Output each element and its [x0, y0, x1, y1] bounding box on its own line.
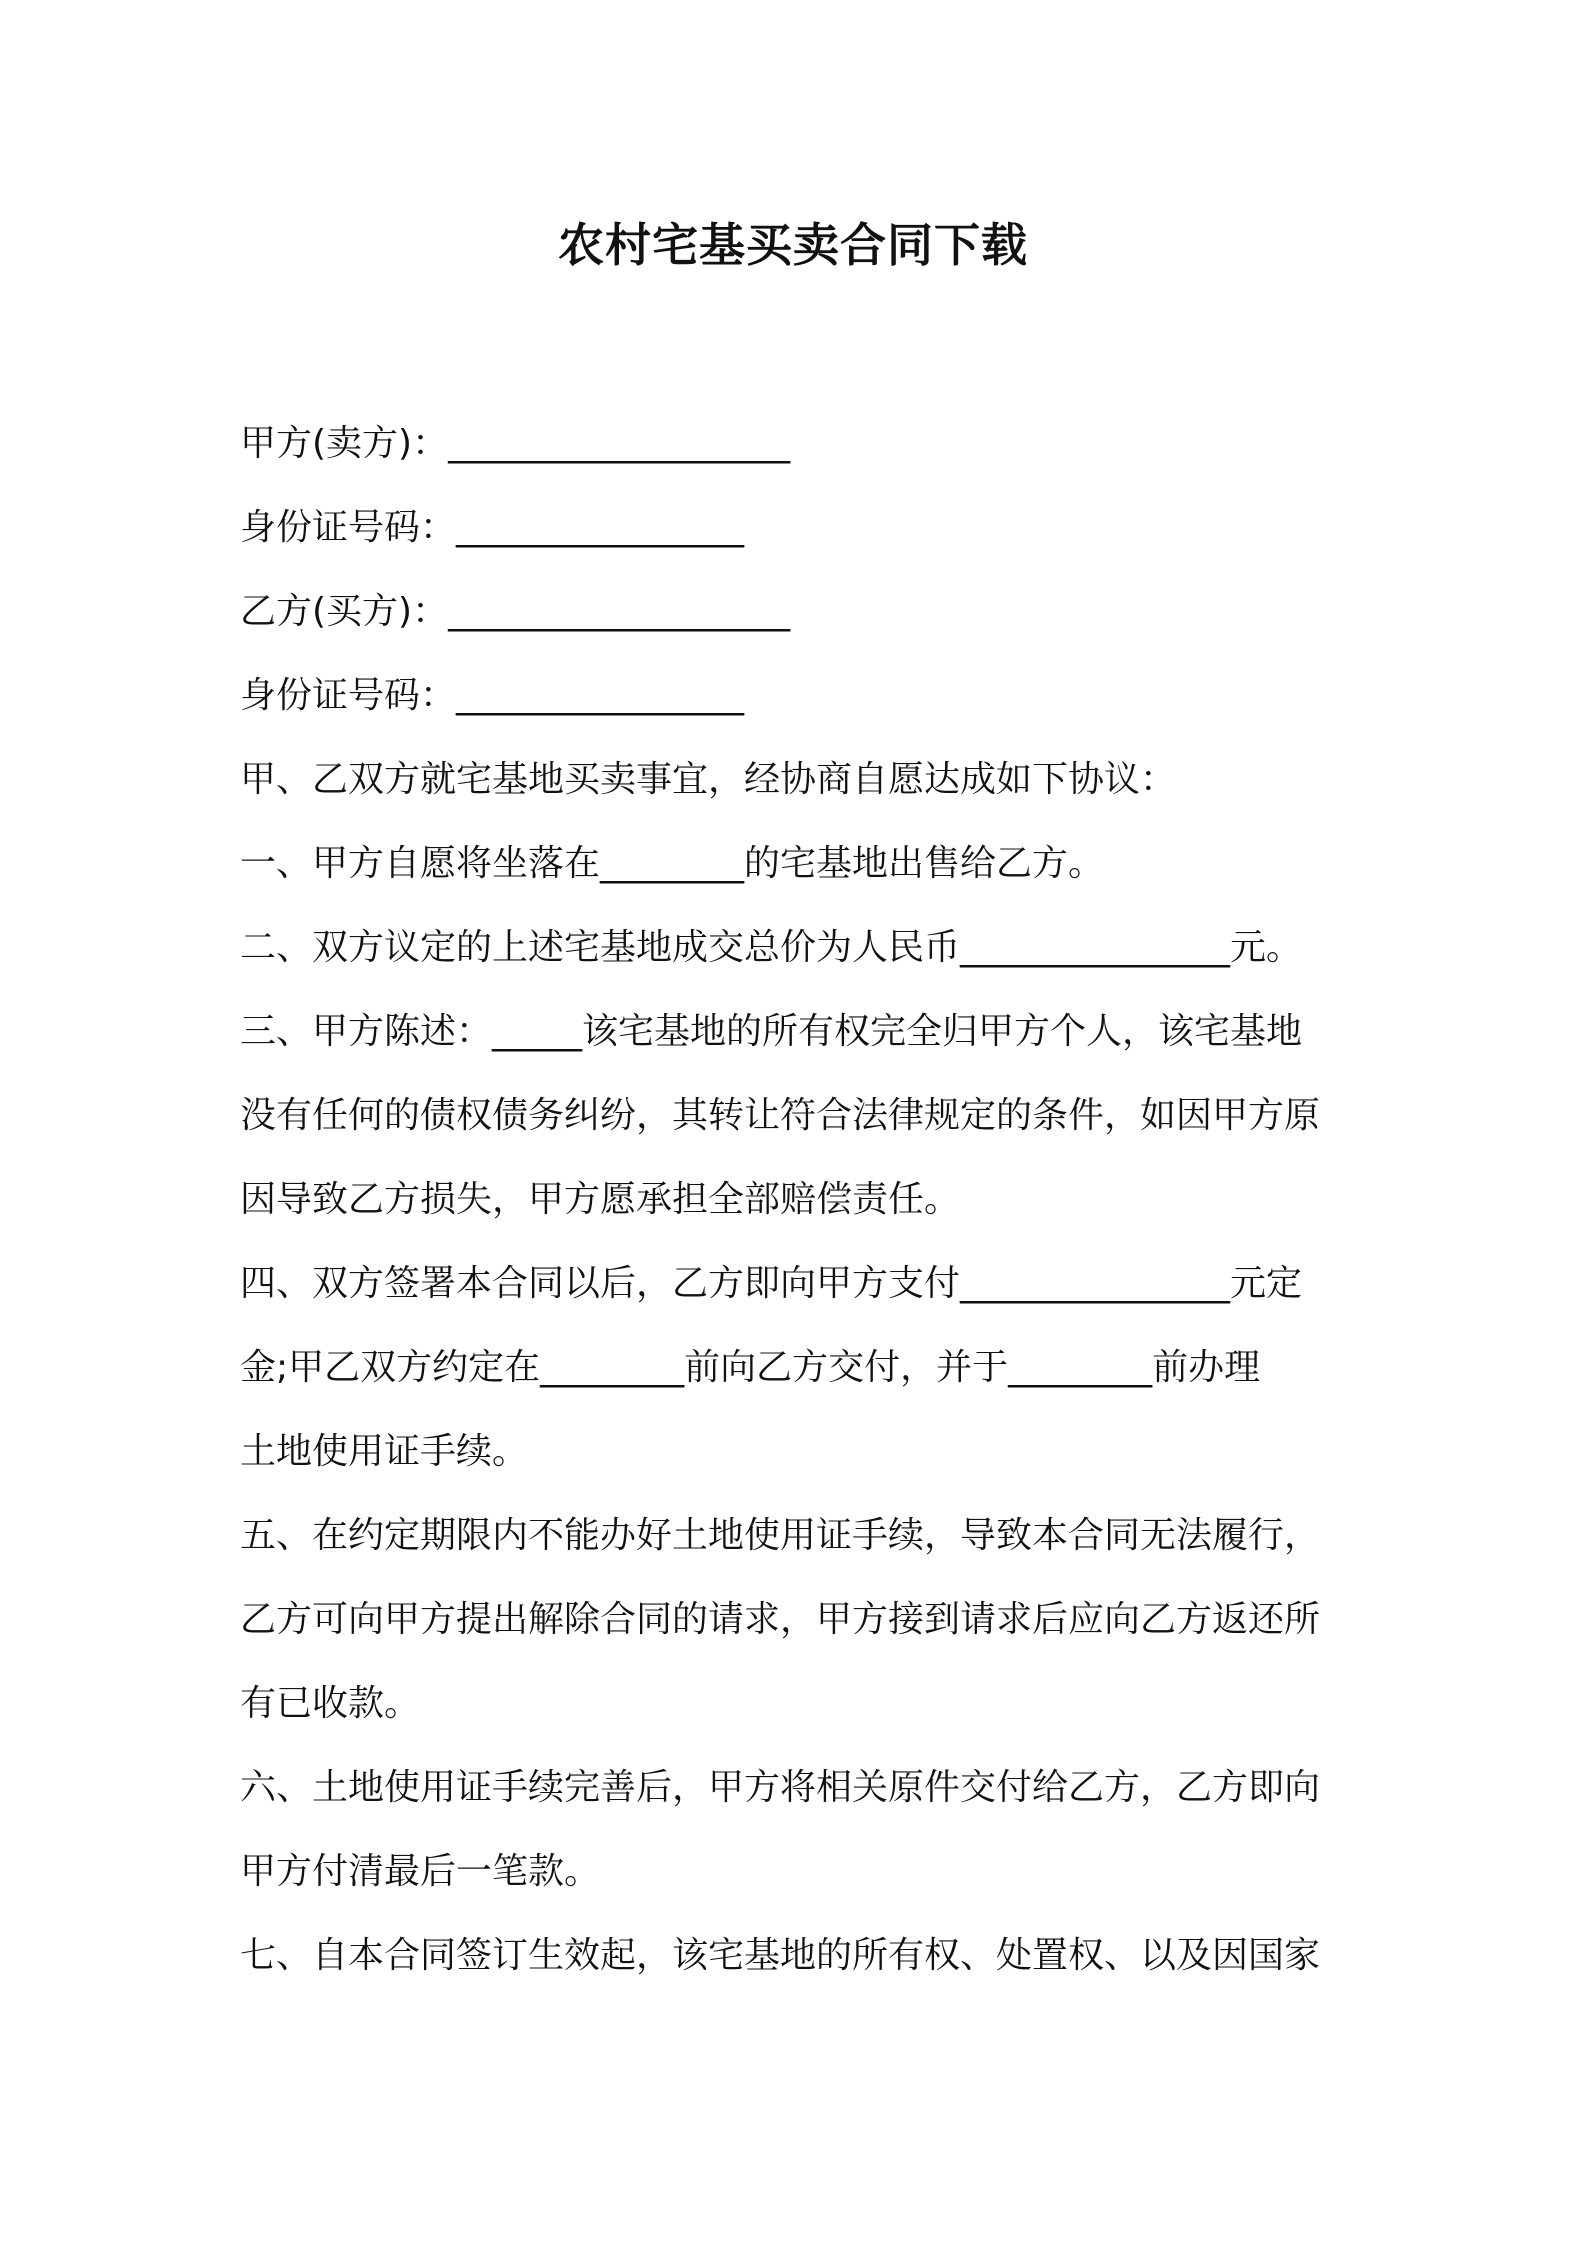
clause-2-line: 二、双方议定的上述宅基地成交总价为人民币_______________元。: [240, 927, 1303, 968]
document-body: [240, 402, 1350, 1998]
clause-6-line-1: 六、土地使用证手续完善后，甲方将相关原件交付给乙方，乙方即向: [240, 1767, 1321, 1808]
clause-4-line-2: 金;甲乙双方约定在________前向乙方交付，并于________前办理: [240, 1347, 1261, 1388]
clause-6-line-2: 甲方付清最后一笔款。: [240, 1851, 601, 1892]
buyer-id-line: 身份证号码：________________: [240, 675, 745, 716]
clause-5-line-3: 有已收款。: [240, 1683, 421, 1724]
seller-line: 甲方(卖方)：___________________: [240, 423, 791, 464]
clause-7-line-1: 七、自本合同签订生效起，该宅基地的所有权、处置权、以及因国家: [240, 1935, 1321, 1976]
clause-5-line-1: 五、在约定期限内不能办好土地使用证手续，导致本合同无法履行，: [240, 1515, 1321, 1556]
clause-3-line-1: 三、甲方陈述：_____该宅基地的所有权完全归甲方个人，该宅基地: [240, 1011, 1303, 1052]
clause-5-line-2: 乙方可向甲方提出解除合同的请求，甲方接到请求后应向乙方返还所: [240, 1599, 1321, 1640]
clause-1-line: 一、甲方自愿将坐落在________的宅基地出售给乙方。: [240, 843, 1105, 884]
clause-3-line-3: 因导致乙方损失，甲方愿承担全部赔偿责任。: [240, 1179, 961, 1220]
buyer-line: 乙方(买方)：___________________: [240, 591, 791, 632]
document-title: 农村宅基买卖合同下载: [558, 218, 1028, 272]
clause-4-line-3: 土地使用证手续。: [240, 1431, 529, 1472]
clause-4-line-1: 四、双方签署本合同以后，乙方即向甲方支付_______________元定: [240, 1263, 1303, 1304]
seller-id-line: 身份证号码：________________: [240, 507, 745, 548]
agreement-intro-line: 甲、乙双方就宅基地买卖事宜，经协商自愿达成如下协议：: [240, 759, 1177, 800]
clause-3-line-2: 没有任何的债权债务纠纷，其转让符合法律规定的条件，如因甲方原: [240, 1095, 1321, 1136]
